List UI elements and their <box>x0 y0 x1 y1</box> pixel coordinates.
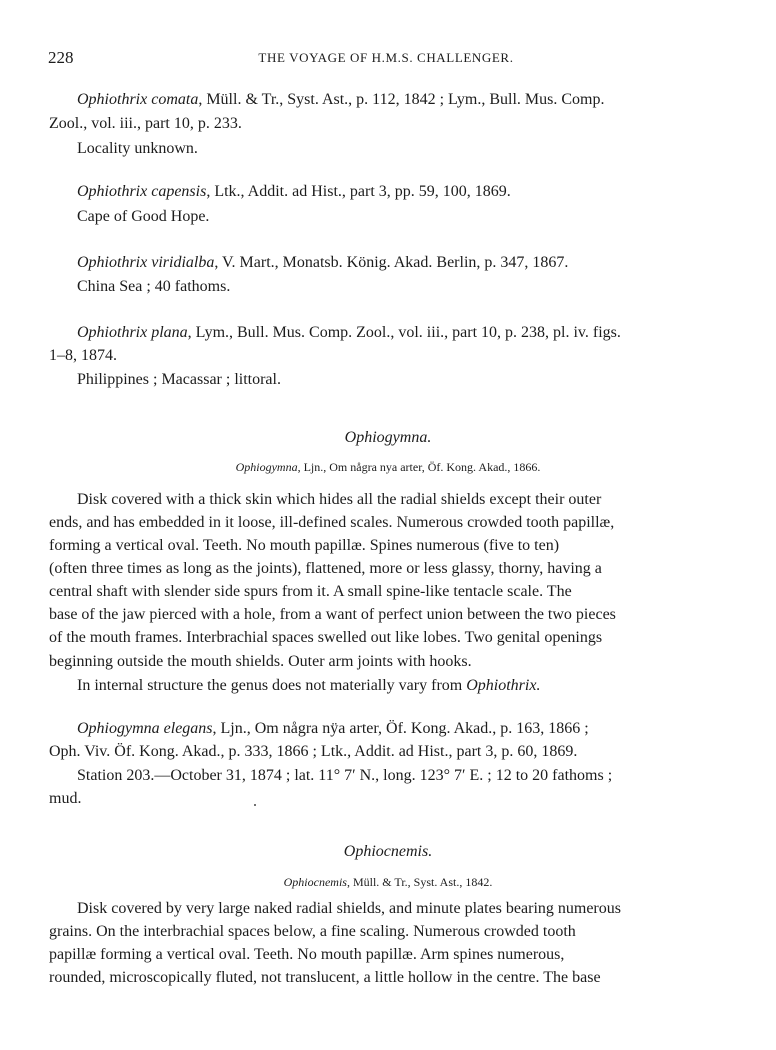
description-line: of the mouth frames. Interbrachial spaces swelled out like lobes. Two genital openings <box>49 629 603 646</box>
entry-reference: Ophiothrix capensis, Ltk., Addit. ad Hist., part 3, pp. 59, 100, 1869. <box>77 183 511 200</box>
station-record-continued: mud. <box>49 790 82 807</box>
page-number: 228 <box>48 48 74 67</box>
description-line: papillæ forming a vertical oval. Teeth. No mouth papillæ. Arm spines numerous, <box>49 946 565 963</box>
species-name: Ophiogymna elegans <box>77 720 213 737</box>
description-line: Disk covered with a thick skin which hides all the radial shields except their outer <box>77 491 602 508</box>
running-title: THE VOYAGE OF H.M.S. CHALLENGER. <box>258 50 514 65</box>
description-line: rounded, microscopically fluted, not translucent, a little hollow in the centre. The base <box>49 969 601 986</box>
description-line: grains. On the interbrachial spaces below, a fine scaling. Numerous crowded tooth <box>49 923 576 940</box>
entry-reference-continued: 1–8, 1874. <box>49 347 117 364</box>
entry-reference-continued: Zool., vol. iii., part 10, p. 233. <box>49 115 242 132</box>
species-name: Ophiothrix capensis <box>77 183 207 200</box>
genus-heading: Ophiogymna. <box>344 429 432 446</box>
print-speck <box>254 804 256 806</box>
page-header <box>48 48 724 70</box>
entry-reference: Ophiothrix plana, Lym., Bull. Mus. Comp. Zool., vol. iii., part 10, p. 238, pl. iv. figs. <box>77 324 621 341</box>
genus-authority: Ophiogymna, Ljn., Om några nya arter, Öf. Kong. Akad., 1866. <box>235 460 541 474</box>
entry-locality: China Sea ; 40 fathoms. <box>77 278 231 295</box>
entry-locality: Cape of Good Hope. <box>77 208 210 225</box>
genus-authority: Ophiocnemis, Müll. & Tr., Syst. Ast., 1842. <box>283 875 493 889</box>
description-line: forming a vertical oval. Teeth. No mouth papillæ. Spines numerous (five to ten) <box>49 537 560 554</box>
internal-structure-note: In internal structure the genus does not materially vary from Ophiothrix. <box>77 677 541 694</box>
description-line: central shaft with slender side spurs from it. A small spine-like tentacle scale. The <box>49 583 572 600</box>
entry-reference: Ophiothrix comata, Müll. & Tr., Syst. Ast., p. 112, 1842 ; Lym., Bull. Mus. Comp. <box>77 91 605 108</box>
species-name: Ophiothrix viridialba <box>77 254 215 271</box>
description-line: beginning outside the mouth shields. Outer arm joints with hooks. <box>49 653 472 670</box>
description-line: base of the jaw pierced with a hole, from a want of perfect union between the two pieces <box>49 606 616 623</box>
species-reference-continued: Oph. Viv. Öf. Kong. Akad., p. 333, 1866 ; Ltk., Addit. ad Hist., part 3, p. 60, 1869. <box>49 743 578 760</box>
species-reference: Ophiogymna elegans, Ljn., Om några nÿa arter, Öf. Kong. Akad., p. 163, 1866 ; <box>77 720 589 737</box>
description-line: Disk covered by very large naked radial shields, and minute plates bearing numerous <box>77 900 621 917</box>
entry-locality: Locality unknown. <box>77 140 198 157</box>
description-line: ends, and has embedded in it loose, ill-defined scales. Numerous crowded tooth papillæ, <box>49 514 615 531</box>
entry-reference: Ophiothrix viridialba, V. Mart., Monatsb. König. Akad. Berlin, p. 347, 1867. <box>77 254 569 271</box>
species-name: Ophiothrix plana <box>77 324 188 341</box>
genus-heading: Ophiocnemis. <box>343 843 433 860</box>
description-line: (often three times as long as the joints), flattened, more or less glassy, thorny, having a <box>49 560 602 577</box>
station-record: Station 203.—October 31, 1874 ; lat. 11° 7′ N., long. 123° 7′ E. ; 12 to 20 fathoms ; <box>77 767 613 784</box>
entry-locality: Philippines ; Macassar ; littoral. <box>77 371 281 388</box>
species-name: Ophiothrix comata <box>77 91 199 108</box>
